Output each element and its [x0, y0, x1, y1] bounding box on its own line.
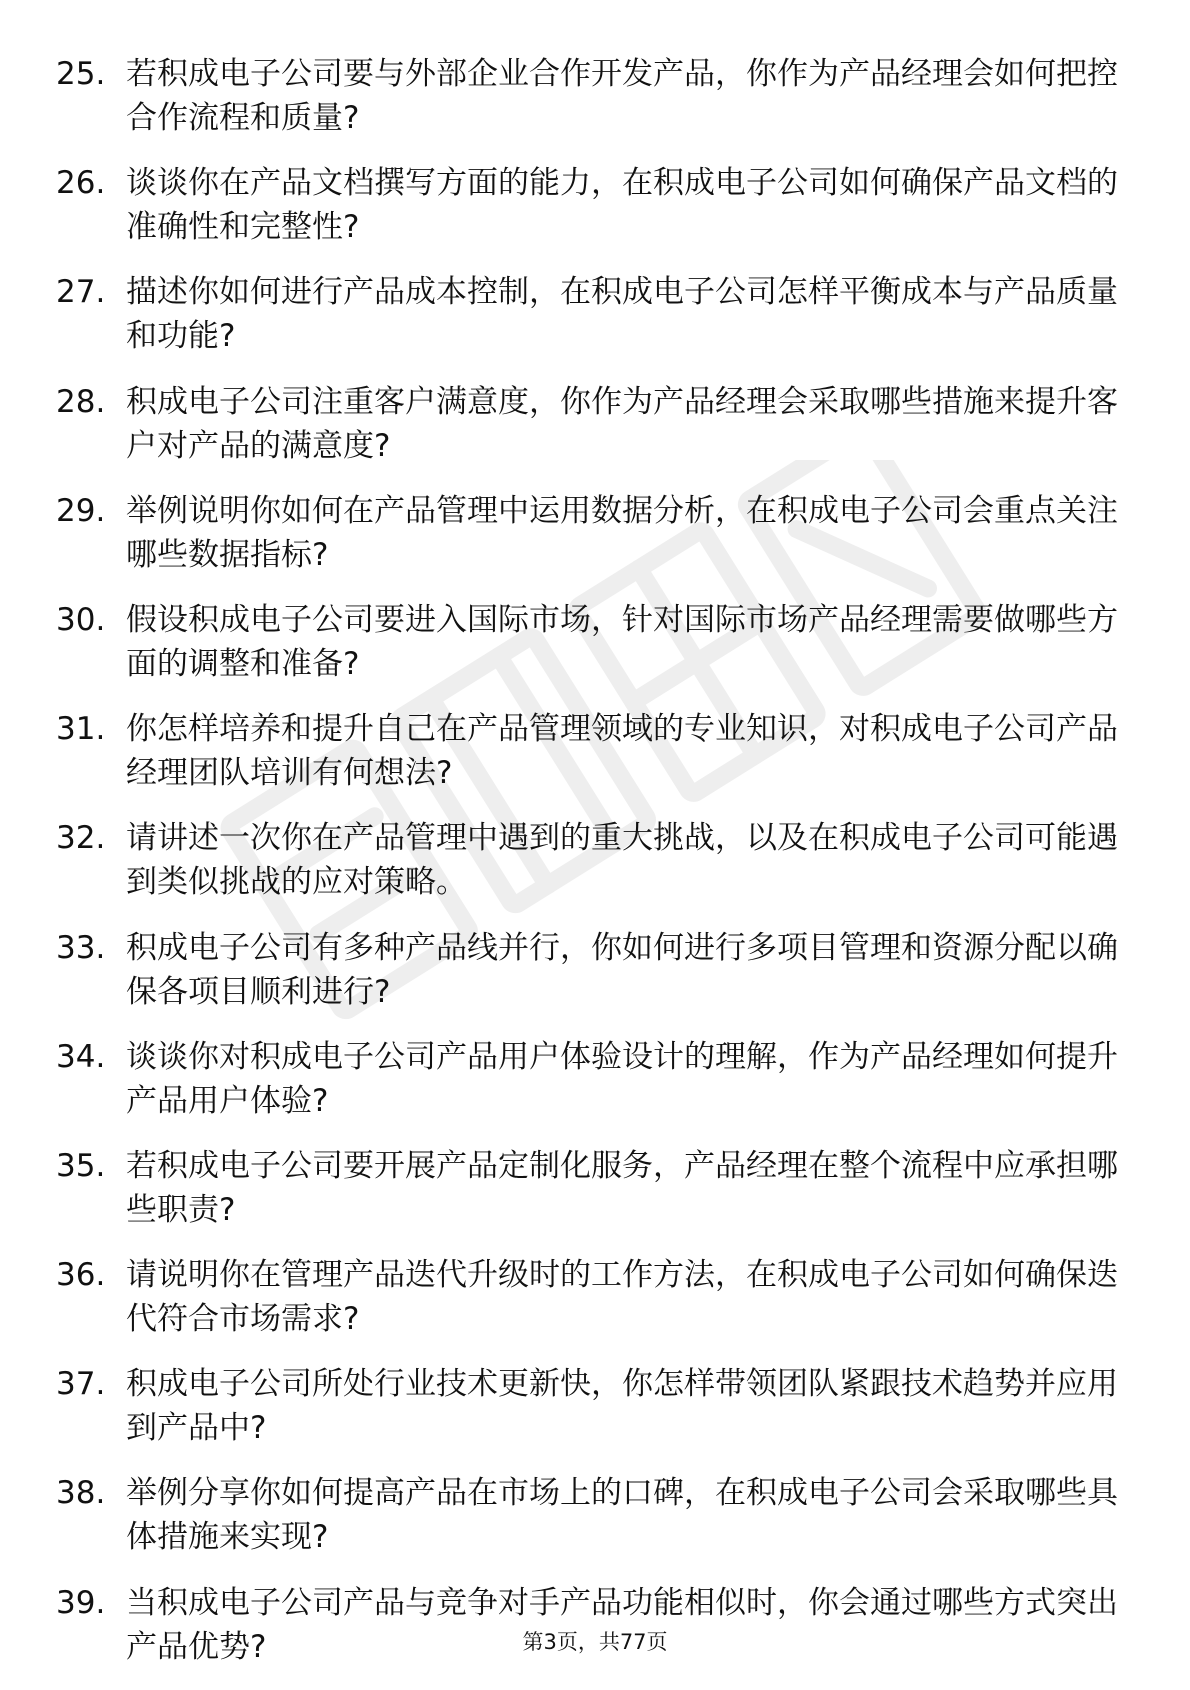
question-text: 你怎样培养和提升自己在产品管理领域的专业知识，对积成电子公司产品经理团队培训有何想法?: [126, 711, 1118, 792]
question-list: [56, 52, 1136, 1690]
question-number: 28.: [56, 383, 106, 420]
question-text: 假设积成电子公司要进入国际市场，针对国际市场产品经理需要做哪些方面的调整和准备?: [126, 601, 1118, 682]
question-number: 32.: [56, 820, 106, 857]
question-number: 39.: [56, 1584, 106, 1621]
question-number: 36.: [56, 1257, 106, 1294]
list-item: [56, 598, 1136, 707]
question-text: 积成电子公司有多种产品线并行，你如何进行多项目管理和资源分配以确保各项目顺利进行?: [126, 929, 1118, 1010]
list-item: [56, 489, 1136, 598]
question-text: 积成电子公司所处行业技术更新快，你怎样带领团队紧跟技术趋势并应用到产品中?: [126, 1366, 1118, 1447]
question-number: 31.: [56, 711, 106, 748]
question-text: 请说明你在管理产品迭代升级时的工作方法，在积成电子公司如何确保迭代符合市场需求?: [126, 1257, 1118, 1338]
question-number: 30.: [56, 601, 106, 638]
question-text: 谈谈你在产品文档撰写方面的能力，在积成电子公司如何确保产品文档的准确性和完整性?: [126, 165, 1118, 246]
question-text: 谈谈你对积成电子公司产品用户体验设计的理解，作为产品经理如何提升产品用户体验?: [126, 1038, 1118, 1119]
question-text: 积成电子公司注重客户满意度，你作为产品经理会采取哪些措施来提升客户对产品的满意度?: [126, 383, 1118, 464]
list-item: [56, 1144, 1136, 1253]
question-number: 29.: [56, 492, 106, 529]
list-item: [56, 1253, 1136, 1362]
list-item: [56, 270, 1136, 379]
list-item: [56, 1035, 1136, 1144]
question-number: 34.: [56, 1038, 106, 1075]
question-text: 当积成电子公司产品与竞争对手产品功能相似时，你会通过哪些方式突出产品优势?: [126, 1584, 1118, 1665]
list-item: [56, 707, 1136, 816]
list-item: [56, 1471, 1136, 1580]
list-item: [56, 161, 1136, 270]
question-number: 27.: [56, 274, 106, 311]
list-item: [56, 1362, 1136, 1471]
question-number: 25.: [56, 56, 106, 92]
question-number: 26.: [56, 165, 106, 202]
page-number-footer: 第3页，共77页: [522, 1630, 668, 1654]
list-item: [56, 926, 1136, 1035]
question-number: 37.: [56, 1366, 106, 1403]
question-text: 举例说明你如何在产品管理中运用数据分析，在积成电子公司会重点关注哪些数据指标?: [126, 492, 1118, 573]
question-number: 35.: [56, 1147, 106, 1184]
list-item: [56, 380, 1136, 489]
question-text: 若积成电子公司要与外部企业合作开发产品，你作为产品经理会如何把控合作流程和质量?: [126, 56, 1118, 136]
question-text: 请讲述一次你在产品管理中遇到的重大挑战，以及在积成电子公司可能遇到类似挑战的应对策略。: [126, 820, 1118, 901]
question-number: 38.: [56, 1475, 106, 1512]
list-item: [56, 816, 1136, 925]
question-text: 若积成电子公司要开展产品定制化服务，产品经理在整个流程中应承担哪些职责?: [126, 1147, 1118, 1228]
list-item: [56, 52, 1136, 161]
question-text: 描述你如何进行产品成本控制，在积成电子公司怎样平衡成本与产品质量和功能?: [126, 274, 1118, 355]
question-text: 举例分享你如何提高产品在市场上的口碑，在积成电子公司会采取哪些具体措施来实现?: [126, 1475, 1118, 1556]
question-number: 33.: [56, 929, 106, 966]
